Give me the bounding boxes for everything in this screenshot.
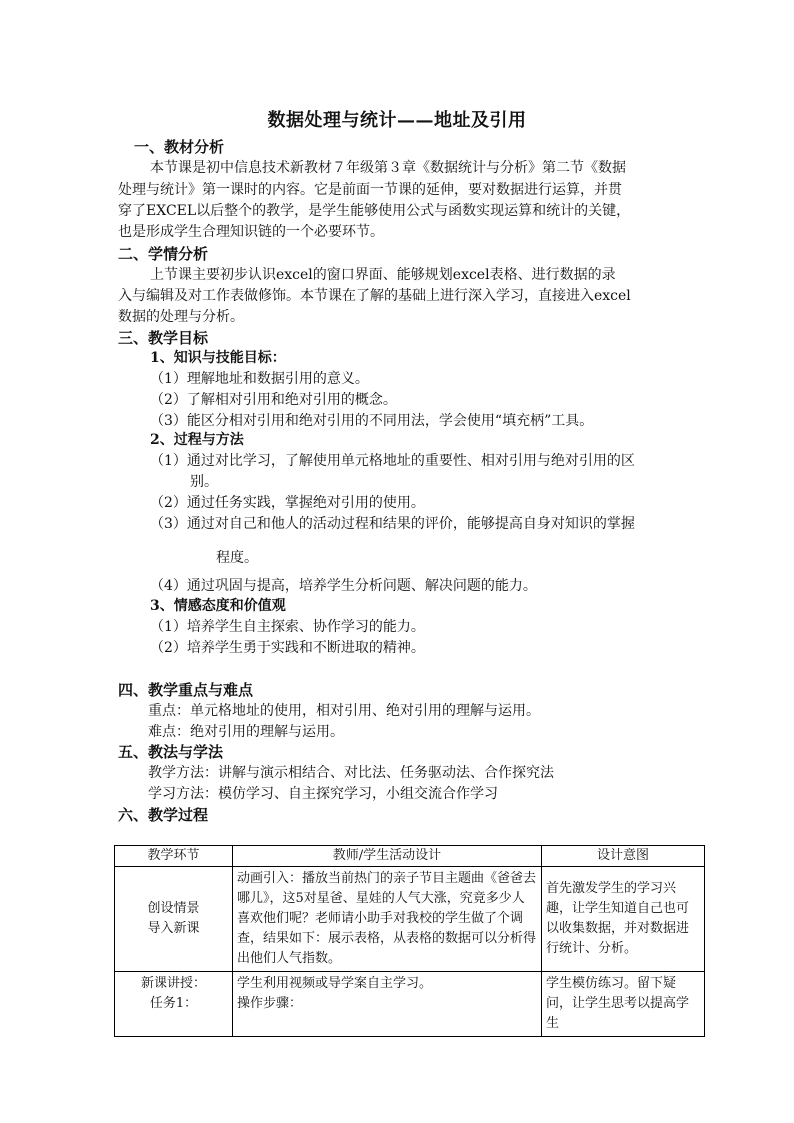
goal-subheading-knowledge: 1、知识与技能目标： (150, 350, 286, 366)
goal-item: （2）培养学生勇于实践和不断进取的精神。 (150, 640, 425, 656)
section-heading-methods: 五、教法与学法 (118, 743, 224, 761)
stage-cell (115, 972, 233, 1037)
section-heading-teaching-process: 六、教学过程 (118, 806, 209, 824)
goal-item: （2）通过任务实践，掌握绝对引用的使用。 (150, 495, 425, 511)
paragraph-line: 也是形成学生合理知识链的一个必要环节。 (118, 224, 384, 240)
teaching-process-table (114, 845, 705, 1037)
table-row (115, 867, 705, 972)
section-heading-textbook-analysis: 一、教材分析 (134, 138, 225, 156)
activity-cell (233, 867, 542, 972)
intent-cell (542, 867, 705, 972)
goal-subheading-attitude: 3、情感态度和价值观 (150, 598, 286, 614)
paragraph-line: 学习方法：模仿学习、自主探究学习，小组交流合作学习 (148, 786, 498, 802)
stage-line: 导入新课 (147, 921, 200, 936)
paragraph-line: 难点：绝对引用的理解与运用。 (148, 724, 344, 740)
table-header-row (115, 846, 705, 867)
section-heading-key-points: 四、教学重点与难点 (118, 681, 254, 699)
paragraph-line: 数据的处理与分析。 (118, 309, 244, 325)
stage-line: 创设情景 (147, 901, 200, 916)
goal-item: （1）通过对比学习，了解使用单元格地址的重要性、相对引用与绝对引用的区 (150, 453, 635, 469)
goal-item: （1）培养学生自主探索、协作学习的能力。 (150, 619, 425, 635)
intent-text: 首先激发学生的学习兴趣，让学生知道自己也可以收集数据，并对数据进行统计、分析。 (546, 881, 690, 956)
intent-text: 学生模仿练习。留下疑问，让学生思考以提高学生 (546, 976, 690, 1031)
activity-cell (233, 972, 542, 1037)
goal-subheading-process: 2、过程与方法 (150, 432, 244, 448)
activity-text: 动画引入：播放当前热门的亲子节目主题曲《爸爸去哪儿》，这5对星爸、星娃的人气大涨，究竟多少人喜欢他们呢？老师请小助手对我校的学生做了个调查，结果如下：展示表格，从表格的数据可以分析得出他们人气指数。 (237, 871, 537, 966)
paragraph-line: 本节课是初中信息技术新教材７年级第３章《数据统计与分析》第二节《数据 (150, 160, 626, 176)
paragraph-line: 教学方法：讲解与演示相结合、对比法、任务驱动法、合作探究法 (148, 765, 554, 781)
table-row (115, 972, 705, 1037)
section-heading-learner-analysis: 二、学情分析 (118, 245, 209, 263)
section-heading-teaching-goals: 三、教学目标 (118, 329, 209, 347)
intent-cell (542, 972, 705, 1037)
goal-item-continuation: 程度。 (216, 550, 258, 566)
goal-item: （3）通过对自己和他人的活动过程和结果的评价，能够提高自身对知识的掌握 (150, 516, 635, 532)
document-title: 数据处理与统计——地址及引用 (267, 110, 527, 131)
paragraph-line: 重点：单元格地址的使用，相对引用、绝对引用的理解与运用。 (148, 703, 540, 719)
paragraph-line: 上节课主要初步认识excel的窗口界面、能够规划excel表格、进行数据的录 (150, 267, 616, 283)
paragraph-line: 入与编辑及对工作表做修饰。本节课在了解的基础上进行深入学习，直接进入excel (118, 288, 631, 304)
goal-item: （4）通过巩固与提高，培养学生分析问题、解决问题的能力。 (150, 578, 537, 594)
goal-item-continuation: 别。 (190, 474, 218, 490)
table-header-cell: 设计意图 (542, 846, 705, 867)
activity-text: 学生利用视频或导学案自主学习。 操作步骤： (237, 976, 433, 1011)
table-header-cell: 教师/学生活动设计 (233, 846, 542, 867)
paragraph-line: 处理与统计》第一课时的内容。它是前面一节课的延伸，要对数据进行运算，并贯 (118, 182, 622, 198)
goal-item: （2）了解相对引用和绝对引用的概念。 (150, 392, 397, 408)
stage-line: 新课讲授： (140, 976, 206, 991)
goal-item: （1）理解地址和数据引用的意义。 (150, 371, 369, 387)
goal-item: （3）能区分相对引用和绝对引用的不同用法，学会使用“填充柄”工具。 (150, 413, 594, 429)
stage-line: 任务1： (149, 996, 198, 1011)
paragraph-line: 穿了EXCEL以后整个的教学，是学生能够使用公式与函数实现运算和统计的关键， (118, 203, 631, 219)
stage-cell (115, 867, 233, 972)
table-header-cell: 教学环节 (115, 846, 233, 867)
